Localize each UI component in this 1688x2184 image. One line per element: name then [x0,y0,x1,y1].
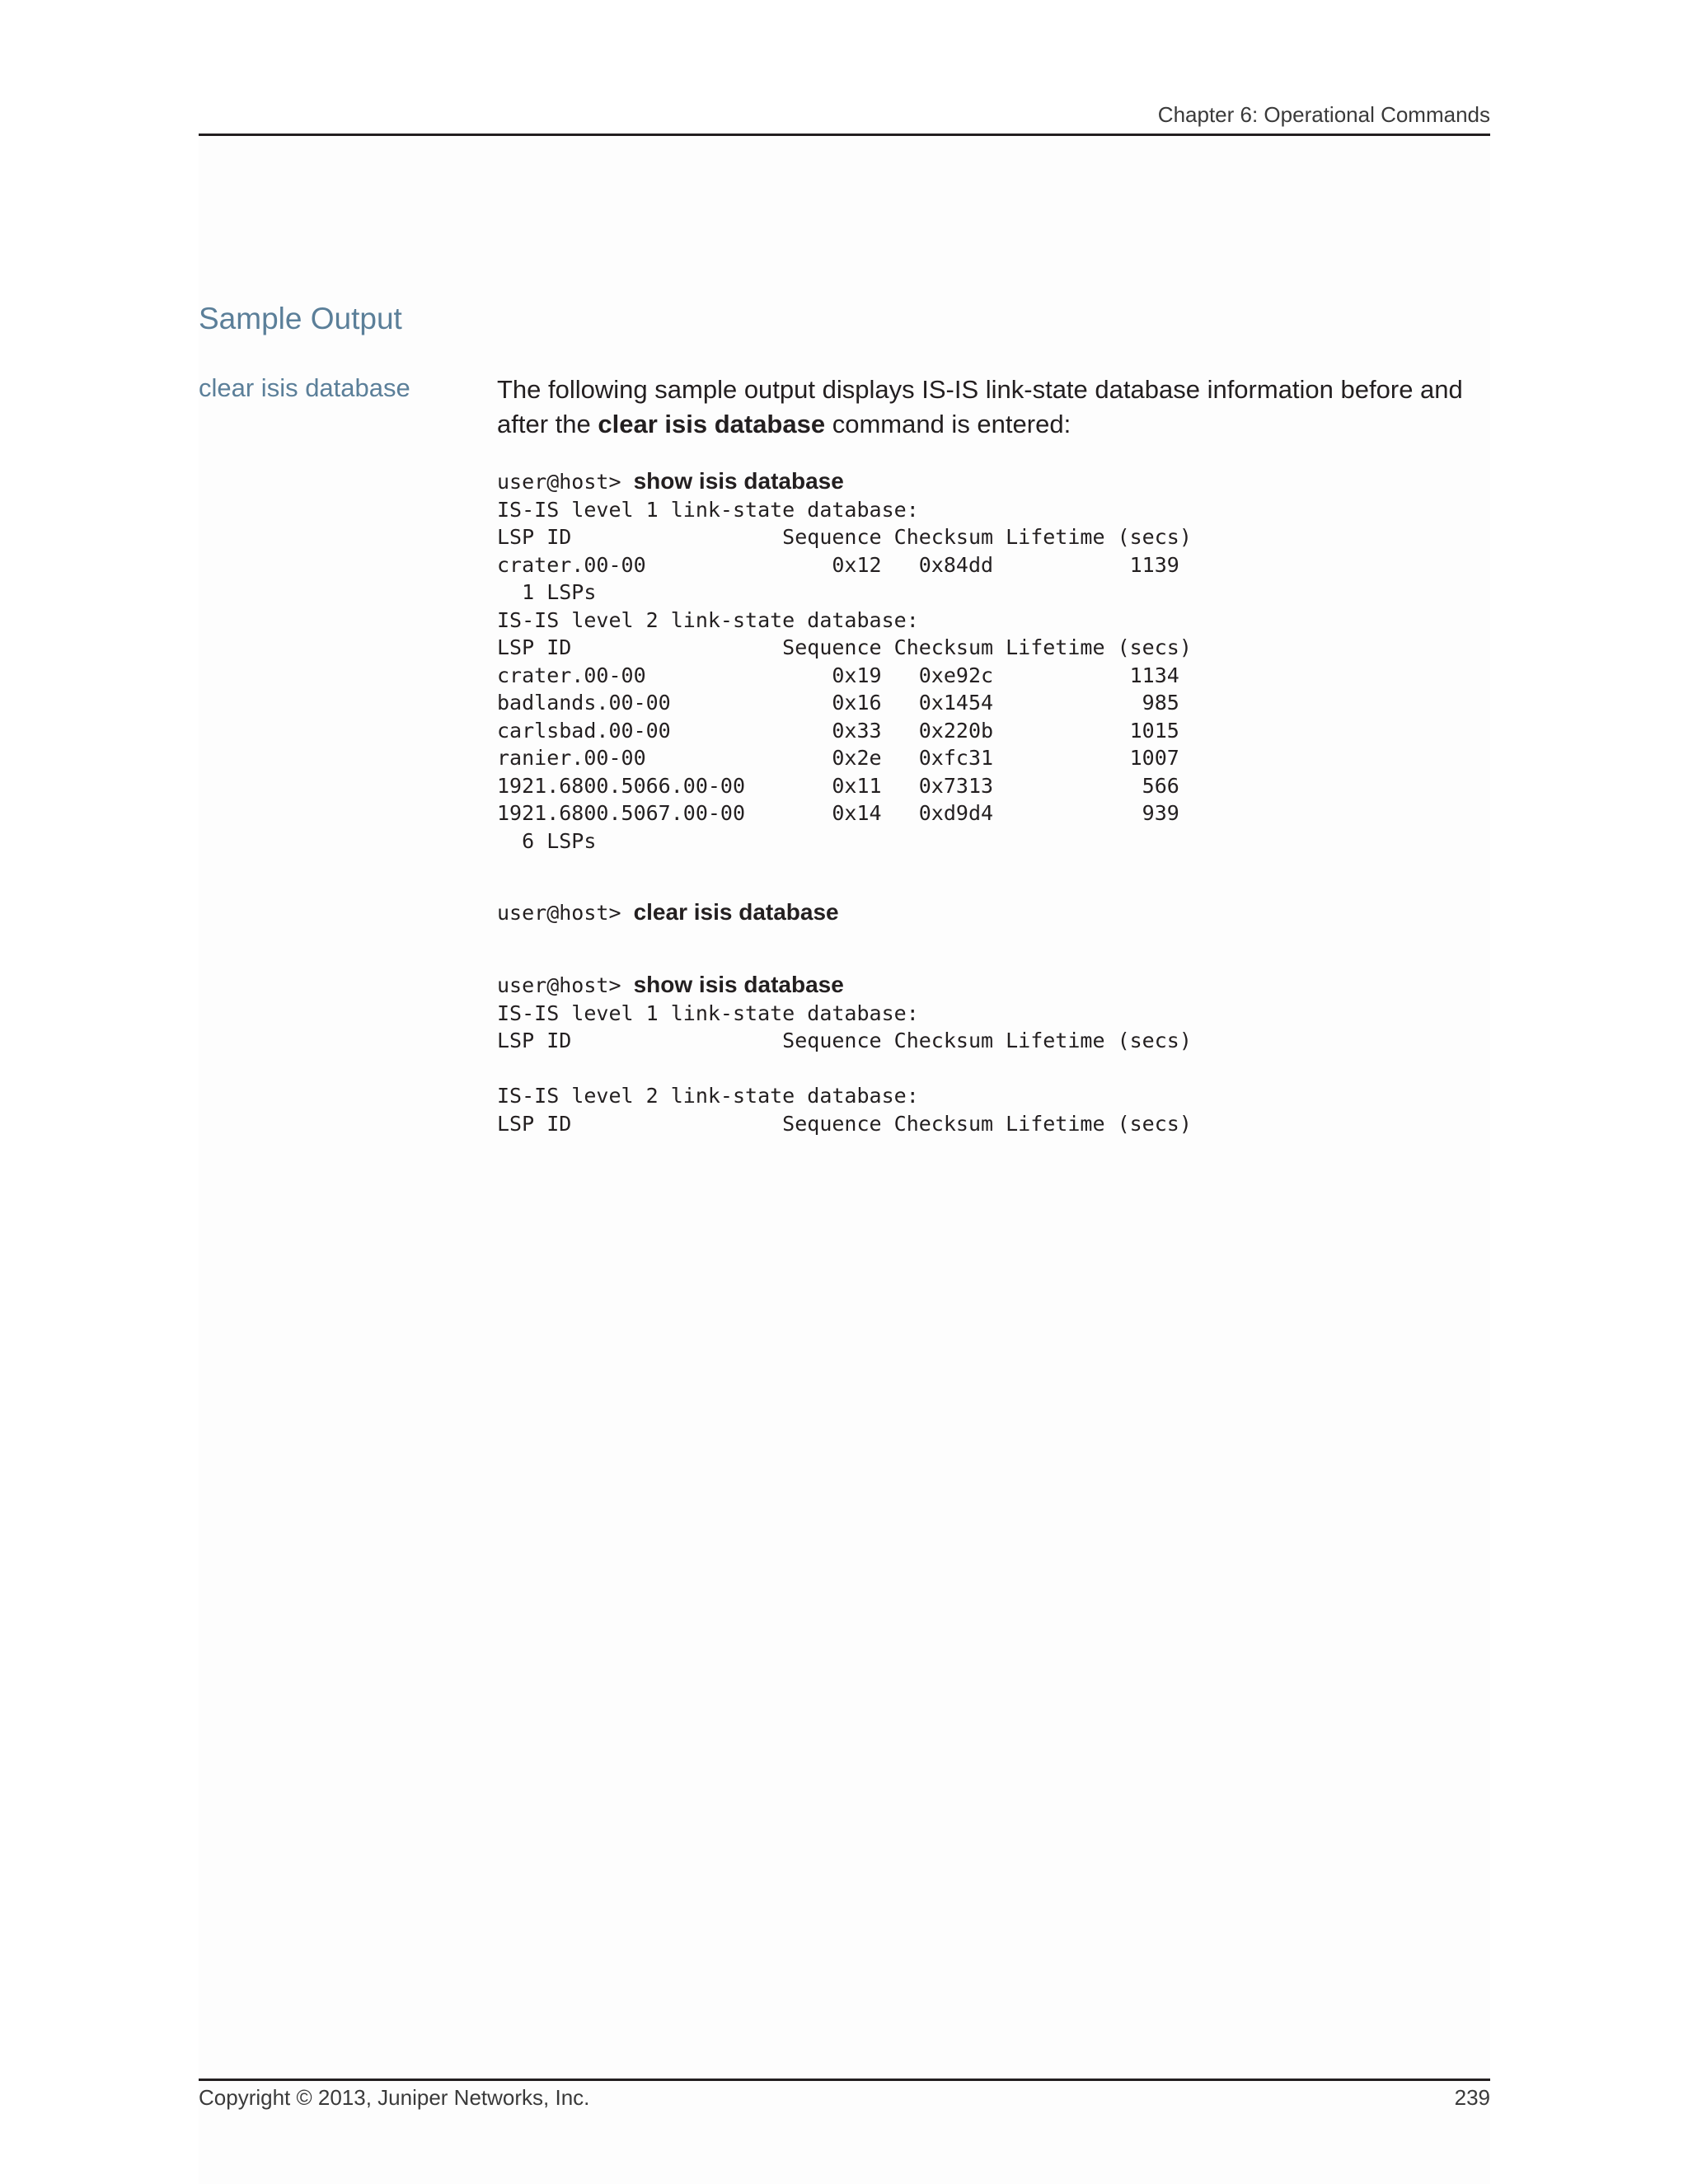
intro-paragraph [497,373,1494,442]
code-block-clear [497,898,839,927]
command: show isis database [633,468,844,494]
command-output: IS-IS level 1 link-state database: LSP ID Sequence Checksum Lifetime (secs) crater.00-00 0x12 0x84dd 1139 1 LSPs IS-IS level 2 link-state database: LSP ID Sequence Checksum Lifetime (secs) crater.00-00 0x19 0xe92c 1134 badlands.00-00 0x16 0x1454 985 carlsbad.00-00 0x33 0x220b 1015 ranier.00-00 0x2e 0xfc31 1007 1921.6800.5066.00-00 0x11 0x7313 566 1921.6800.5067.00-00 0x14 0xd9d4 939 6 LSPs [497,497,1192,853]
command: clear isis database [633,899,839,925]
prompt: user@host> [497,973,634,997]
intro-command: clear isis database [598,410,826,438]
page-number: 239 [1454,2085,1490,2110]
intro-text-before: The following sample output displays IS-IS link-state database information before and after the [497,375,1463,438]
command-output: IS-IS level 1 link-state database: LSP ID Sequence Checksum Lifetime (secs) IS-IS level 2 link-state database: LSP ID Sequence Checksum Lifetime (secs) [497,1001,1192,1136]
intro-text-after: command is entered: [825,410,1071,438]
running-header: Chapter 6: Operational Commands [1157,102,1490,127]
code-block-show-before [497,467,1192,855]
footer-rule [199,2079,1490,2081]
page-content-area [199,138,1490,2184]
header-rule [199,134,1490,136]
section-title: Sample Output [199,302,402,335]
side-label: clear isis database [199,373,410,402]
prompt: user@host> [497,901,634,925]
code-block-show-after [497,971,1192,1137]
prompt: user@host> [497,470,634,494]
copyright: Copyright © 2013, Juniper Networks, Inc. [199,2085,590,2110]
command: show isis database [633,972,844,997]
